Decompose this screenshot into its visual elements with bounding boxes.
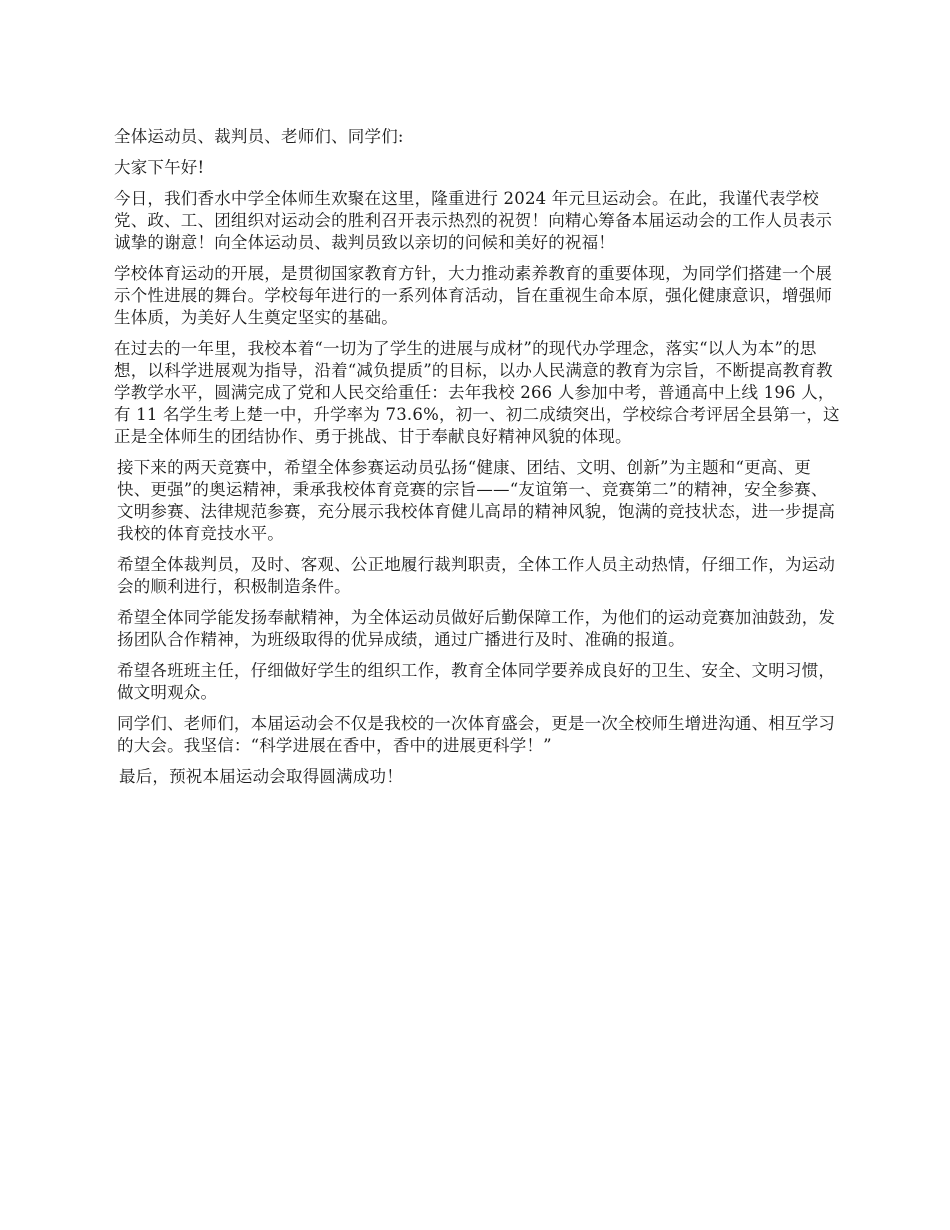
salutation: 全体运动员、裁判员、老师们、同学们: xyxy=(114,127,404,146)
paragraph-achievements: 在过去的一年里，我校本着“一切为了学生的进展与成材”的现代办学理念，落实“以人为本”的思想，以科学进展观为指导，沿着“减负提质”的目标，以办人民满意的教育为宗旨，不断提高教育教学教学水平，圆满完成了党和人民交给重任：去年我校 266 人参加中考，普通高中上线 196 人，有 11 名学生考上楚一中，升学率为 73.6%，初一、初二成绩突出，学校综合考评居全县第一，这正是全体师生的团结协作、勇于挑战、甘于奉献良好精神风貌的体现。 xyxy=(114,339,840,446)
paragraph-belief: 同学们、老师们，本届运动会不仅是我校的一次体育盛会，更是一次全校师生增进沟通、相互学习的大会。我坚信：“科学进展在香中，香中的进展更科学！” xyxy=(117,714,836,755)
greeting: 大家下午好! xyxy=(114,158,205,177)
paragraph-athletes: 接下来的两天竞赛中，希望全体参赛运动员弘扬“健康、团结、文明、创新”为主题和“更高、更快、更强”的奥运精神，秉承我校体育竞赛的宗旨——“友谊第一、竞赛第二”的精神，安全参赛、文明参赛、法律规范参赛，充分展示我校体育健儿高昂的精神风貌，饱满的竞技状态，进一步提高我校的体育竞技水平。 xyxy=(117,458,836,543)
paragraph-closing: 最后，预祝本届运动会取得圆满成功！ xyxy=(119,767,403,786)
paragraph-teachers: 希望各班班主任，仔细做好学生的组织工作，教育全体同学要养成良好的卫生、安全、文明习惯，做文明观众。 xyxy=(117,661,836,702)
paragraph-opening: 今日，我们香水中学全体师生欢聚在这里，隆重进行 2024 年元旦运动会。在此，我谨代表学校党、政、工、团组织对运动会的胜利召开表示热烈的祝贺！向精心筹备本届运动会的工作人员表示诚挚的谢意！向全体运动员、裁判员致以亲切的问候和美好的祝福！ xyxy=(114,189,833,252)
paragraph-referees: 希望全体裁判员，及时、客观、公正地履行裁判职责，全体工作人员主动热情，仔细工作，为运动会的顺利进行，积极制造条件。 xyxy=(117,555,836,596)
paragraph-sports-purpose: 学校体育运动的开展，是贯彻国家教育方针，大力推动素养教育的重要体现，为同学们搭建一个展示个性进展的舞台。学校每年进行的一系列体育活动，旨在重视生命本原，强化健康意识，增强师生体质，为美好人生奠定坚实的基础。 xyxy=(114,264,833,327)
document-body xyxy=(114,126,842,797)
paragraph-students: 希望全体同学能发扬奉献精神，为全体运动员做好后勤保障工作，为他们的运动竞赛加油鼓劲，发扬团队合作精神，为班级取得的优异成绩，通过广播进行及时、准确的报道。 xyxy=(117,608,836,649)
